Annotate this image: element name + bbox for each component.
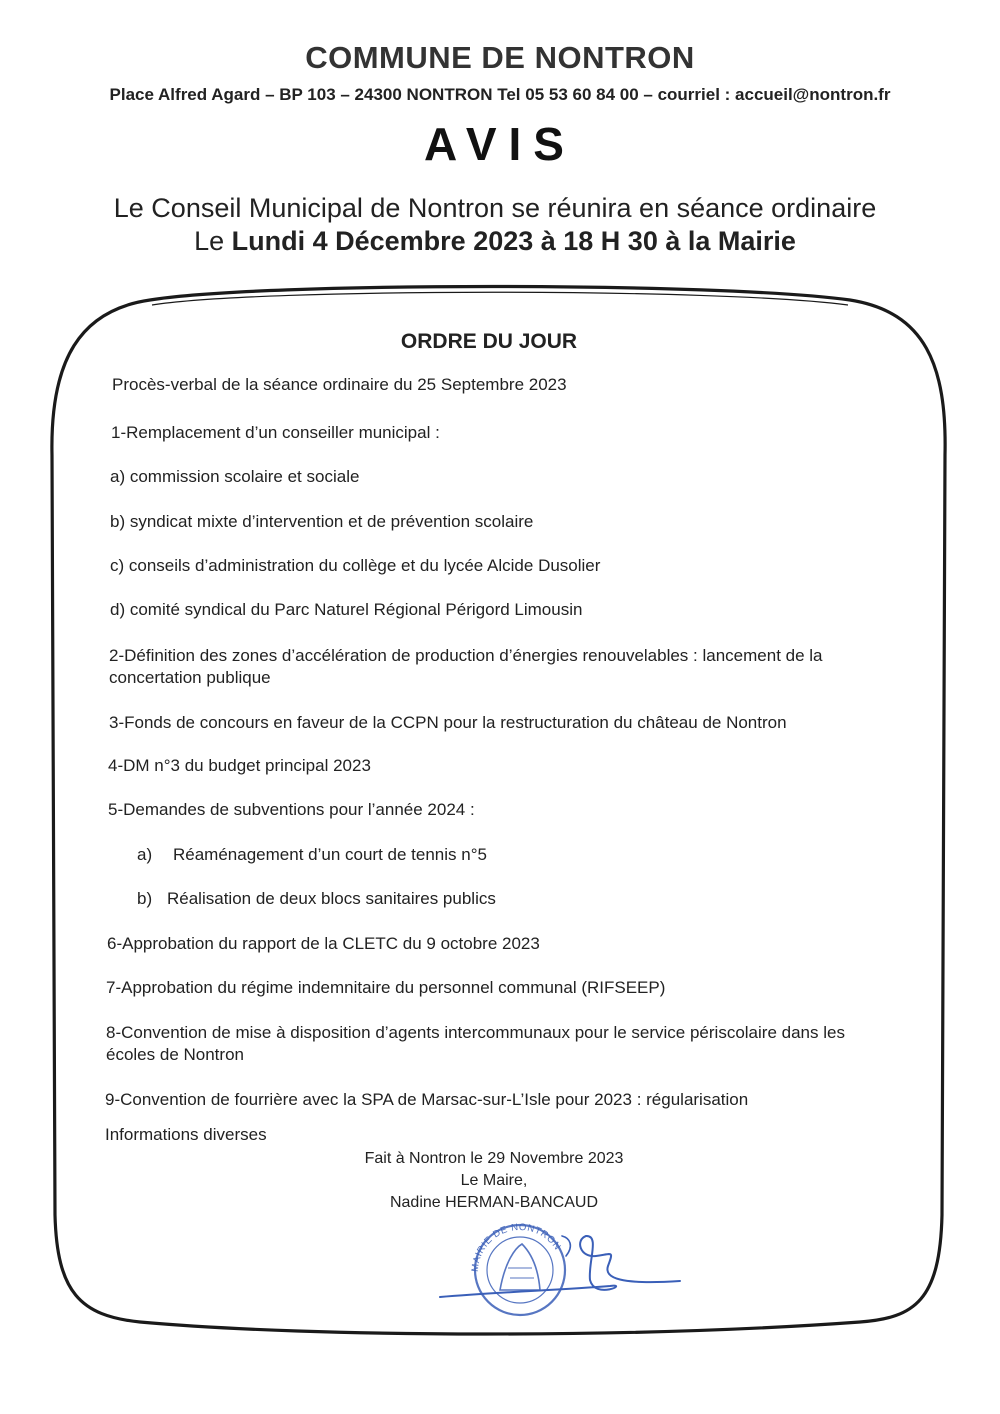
agenda-item-1b: b) syndicat mixte d’intervention et de prévention scolaire bbox=[110, 512, 534, 531]
agenda-title: ORDRE DU JOUR bbox=[400, 330, 578, 353]
signature-place-date: Fait à Nontron le 29 Novembre 2023 bbox=[364, 1150, 624, 1167]
commune-title: COMMUNE DE NONTRON bbox=[305, 40, 695, 75]
seal-text: MAIRIE DE NONTRON bbox=[469, 1221, 563, 1273]
agenda-item-1: 1-Remplacement d’un conseiller municipal : bbox=[111, 423, 440, 442]
agenda-item-4: 4-DM n°3 du budget principal 2023 bbox=[108, 756, 371, 775]
meeting-date-prefix: Le bbox=[194, 226, 232, 256]
agenda-item-1a: a) commission scolaire et sociale bbox=[110, 467, 360, 486]
agenda-item-8: 8-Convention de mise à disposition d’agents intercommunaux pour le service périscolaire dans les écoles de Nontron bbox=[106, 1023, 845, 1064]
agenda-item-2: 2-Définition des zones d’accélération de production d’énergies renouvelables : lancement de la concertation publique bbox=[109, 646, 823, 687]
agenda-item-6: 6-Approbation du rapport de la CLETC du 9 octobre 2023 bbox=[107, 934, 540, 953]
agenda-item-7: 7-Approbation du régime indemnitaire du personnel communal (RIFSEEP) bbox=[106, 978, 666, 997]
agenda-subitem-5b: Réalisation de deux blocs sanitaires publics bbox=[167, 889, 496, 908]
agenda-item-1c: c) conseils d’administration du collège et du lycée Alcide Dusolier bbox=[110, 556, 601, 575]
agenda-item-informations: Informations diverses bbox=[105, 1125, 267, 1144]
commune-address: Place Alfred Agard – BP 103 – 24300 NONTRON Tel 05 53 60 84 00 – courriel : accueil@nontron.fr bbox=[109, 85, 891, 104]
agenda-subitem-5a-letter: a) bbox=[137, 845, 153, 864]
avis-heading: AVIS bbox=[424, 118, 576, 170]
agenda-item-3: 3-Fonds de concours en faveur de la CCPN pour la restructuration du château de Nontron bbox=[109, 713, 787, 732]
agenda-item-5: 5-Demandes de subventions pour l’année 2024 : bbox=[108, 800, 475, 819]
agenda-subitem-5b-letter: b) bbox=[137, 889, 153, 908]
agenda-subitem-5a: Réaménagement d’un court de tennis n°5 bbox=[173, 845, 487, 864]
agenda-item-pv: Procès-verbal de la séance ordinaire du 25 Septembre 2023 bbox=[112, 375, 567, 394]
signature-name: Nadine HERMAN-BANCAUD bbox=[389, 1194, 599, 1211]
svg-text:MAIRIE DE NONTRON bbox=[470, 1222, 563, 1272]
signature-role: Le Maire, bbox=[460, 1172, 528, 1189]
agenda-item-1d: d) comité syndical du Parc Naturel Régional Périgord Limousin bbox=[110, 600, 583, 619]
meeting-date-bold: Lundi 4 Décembre 2023 à 18 H 30 à la Mairie bbox=[231, 226, 796, 256]
meeting-announcement: Le Conseil Municipal de Nontron se réunira en séance ordinaire bbox=[113, 193, 877, 223]
agenda-item-9: 9-Convention de fourrière avec la SPA de Marsac-sur-L’Isle pour 2023 : régularisation bbox=[105, 1090, 749, 1109]
